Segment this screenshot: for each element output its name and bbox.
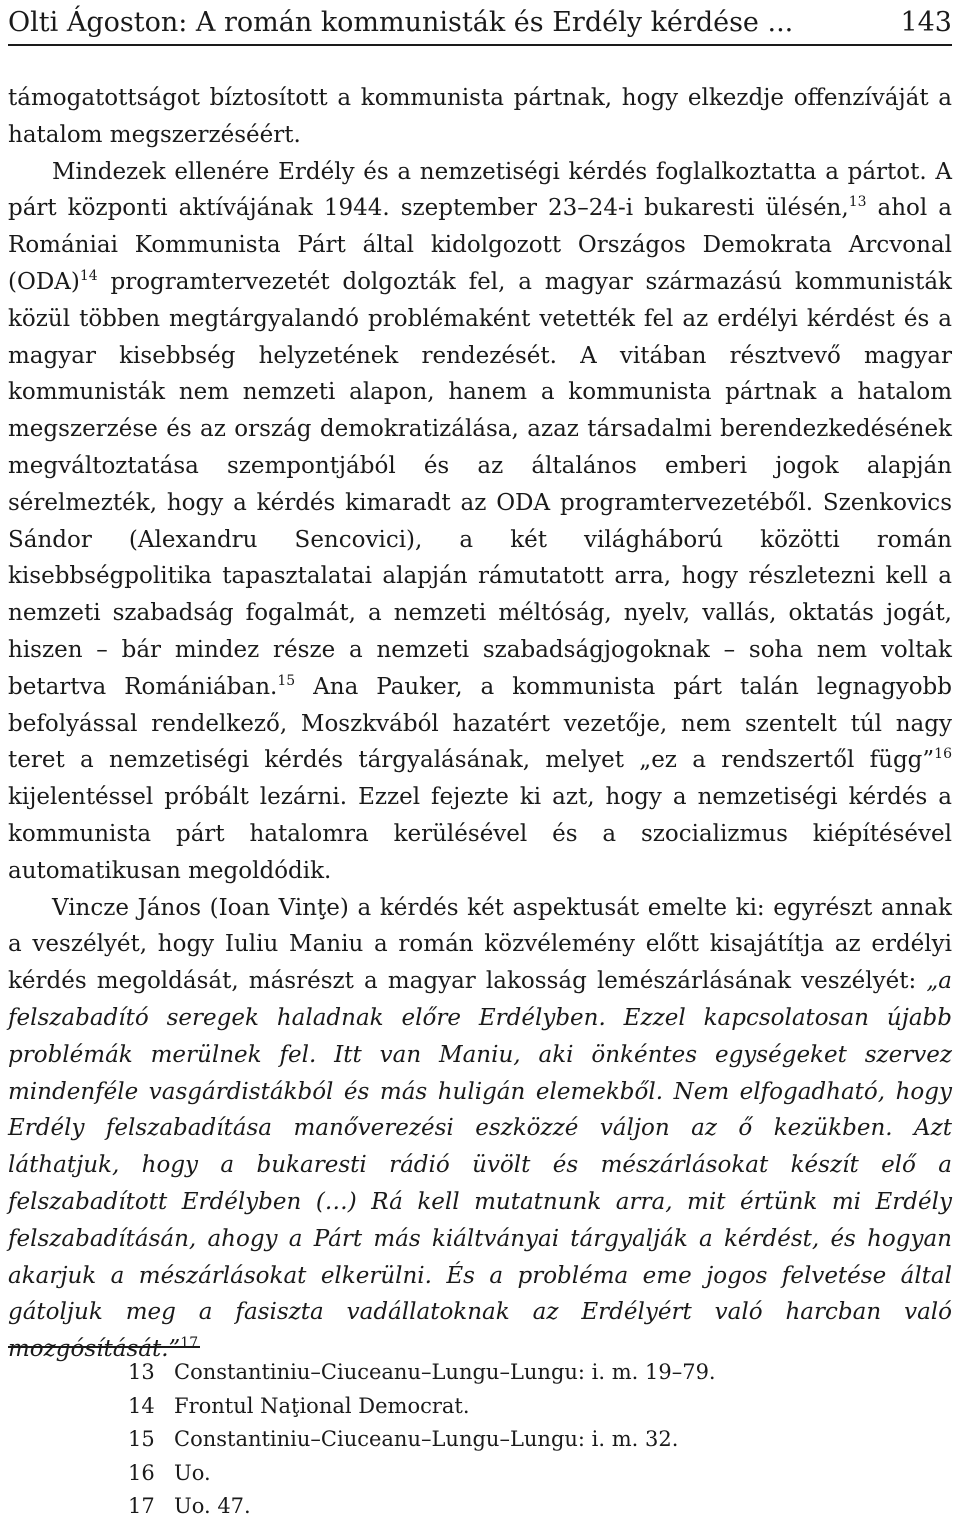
footnote-ref-17[interactable]: 17 (180, 1335, 199, 1352)
footnote-13 (128, 1356, 716, 1390)
running-header (8, 2, 952, 46)
paragraph (8, 890, 952, 1368)
paragraph-text: ahol a Romániai Kommunista Párt által kidolgozott Országos Demokrata Arcvonal (ODA) (8, 195, 952, 295)
footnote-ref-14[interactable]: 14 (79, 267, 98, 284)
paragraph-text: Mindezek ellenére Erdély és a nemzetiségi kérdés foglalkoztatta a pártot. A párt központi aktívájának 1944. szeptember 23–24-i bukaresti ülésén, (8, 158, 952, 222)
paragraph-text: programtervezetét dolgozták fel, a magyar származású kommunisták közül többen megtárgyalandó problémaként vetették fel az erdélyi kérdést és a magyar kisebbség helyzetének rendezését. A vitában résztvevő magyar kommunisták nem nemzeti alapon, hanem a kommunista pártnak a hatalom megszerzése és az ország demokratizálása, azaz társadalmi berendezkedésének megváltoztatása szempontjából és az általános emberi jogok alapján sérelmezték, hogy a kérdés kimaradt az ODA programtervezetéből. Szenkovics Sándor (Alexandru Sencovici), a két világháború közötti román kisebbségpolitika tapasztalatai alapján rámutatott arra, hogy részletezni kell a nemzeti szabadság fogalmát, a nemzeti méltóság, nyelv, vallás, oktatás jogát, hiszen – bár mindez része a nemzeti szabadságjogoknak – soha nem voltak betartva Romániában. (8, 268, 952, 700)
footnote-text: Frontul Naţional Democrat. (174, 1393, 470, 1418)
footnote-text: Constantiniu–Ciuceanu–Lungu–Lungu: i. m. 19–79. (174, 1360, 716, 1384)
paragraph-continuation (8, 80, 952, 154)
quotation: „a felszabadító seregek haladnak előre Erdélyben. Ezzel kapcsolatosan újabb problémák merülnek fel. Itt van Maniu, aki önkéntes egységeket szervez mindenféle vasgárdistákból és más huligán elemekből. Nem elfogadható, hogy Erdély felszabadítása manőverezési eszközzé váljon az ő kezükben. Azt láthatjuk, hogy a bukaresti rádió üvölt és mészárlásokat készít elő a felszabadított Erdélyben (…) Rá kell mutatnunk arra, mit értünk mi Erdély felszabadításán, ahogy a Párt más kiáltványai tárgyalják a kérdést, és hogyan akarjuk a mészárlásokat elkerülni. És a probléma eme jogos felvetése által gátoljuk meg a fasiszta vadállatoknak az Erdélyért való harcban való mozgósítását.” (8, 968, 952, 1363)
footnote-ref-13[interactable]: 13 (848, 194, 867, 211)
footnote-number: 17 (128, 1494, 155, 1518)
footnote-text: Constantiniu–Ciuceanu–Lungu–Lungu: i. m. 32. (174, 1427, 679, 1451)
footnote-ref-16[interactable]: 16 (934, 746, 952, 763)
footnote-number: 13 (128, 1360, 155, 1384)
paragraph-text: Ana Pauker, a kommunista párt talán legnagyobb befolyással rendelkező, Moszkvából hazatért vezetője, nem szentelt túl nagy teret a nemzetiségi kérdés tárgyalásának, melyet „ez a rendszertől függ” (8, 673, 953, 774)
main-text (8, 80, 952, 1368)
footnote-number: 14 (128, 1393, 155, 1418)
footnote-14 (128, 1390, 716, 1424)
footnote-number: 16 (128, 1460, 155, 1485)
paragraph-text: támogatottságot bíztosított a kommunista pártnak, hogy elkezdje offenzíváját a hatalom megszerzéséért. (8, 85, 952, 148)
footnote-15 (128, 1423, 716, 1457)
footnotes (128, 1356, 716, 1524)
paragraph-text: kijelentéssel próbált lezárni. Ezzel fejezte ki azt, hogy a nemzetiségi kérdés a kommunista párt hatalomra kerülésével és a szocializmus kiépítésével automatikusan megoldódik. (8, 784, 952, 884)
footnote-number: 15 (128, 1427, 155, 1451)
paragraph-text: Vincze János (Ioan Vinţe) a kérdés két aspektusát emelte ki: egyrészt annak a veszélyét, hogy Iuliu Maniu a román közvélemény előtt kisajátítja az erdélyi kérdés megoldását, másrészt a magyar lakosság lemészárlásának veszélyét: (8, 894, 952, 995)
footnote-16 (128, 1457, 716, 1491)
running-title: Olti Ágoston: A román kommunisták és Erdély kérdése ... (8, 7, 794, 38)
page-number: 143 (900, 7, 952, 38)
footnote-text: Uo. (174, 1460, 211, 1485)
footnote-separator (8, 1346, 200, 1348)
footnote-ref-15[interactable]: 15 (277, 672, 296, 689)
footnote-text: Uo. 47. (174, 1494, 251, 1518)
footnote-17 (128, 1490, 716, 1524)
paragraph (8, 154, 952, 890)
